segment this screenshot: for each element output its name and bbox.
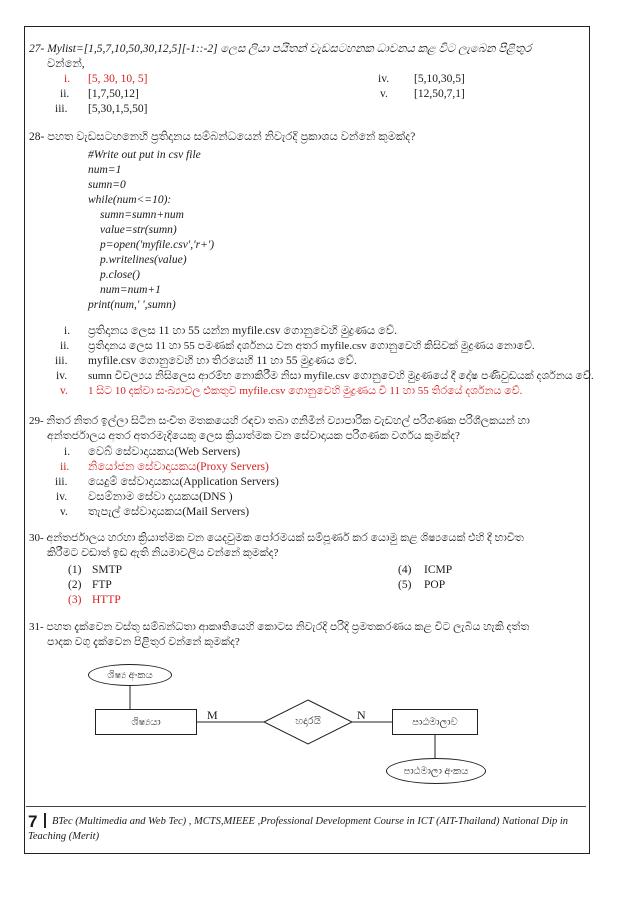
q29-option-num: i. [64, 446, 71, 458]
q28-option-num: v. [60, 385, 68, 397]
q29-option-text: වසම්නාම සේවා දායකය(DNS ) [88, 491, 233, 503]
code-line: num=1 [88, 164, 122, 176]
entity-student: ශිෂ්‍යයා [95, 709, 197, 735]
code-line: sumn=sumn+num [100, 209, 184, 221]
code-line: p=open('myfile.csv','r+') [100, 239, 215, 251]
q30-option-num: (5) [398, 579, 412, 591]
q27-option-text: [5,10,30,5] [414, 73, 465, 85]
q28-option-text: sumn විචල්‍යය නිසිලෙස ආරම්භ නොකිරීම නිසා myfile.csv ගොනුවෙහි මුද්‍රණයේ දී දෝෂ පණිවුඩයක් දර්ශනය වේ. [88, 370, 594, 382]
q29-option-num: iv. [56, 491, 68, 503]
code-line: print(num,' ',sumn) [88, 299, 176, 311]
q27-option-text: [5, 30, 10, 5] [88, 73, 148, 85]
q30-option-text: SMTP [92, 564, 123, 576]
q29-option-text: යෙදුම් සේවාදායකය(Application Servers) [88, 476, 279, 488]
code-line: p.close() [100, 269, 140, 281]
q27-option-num: v. [380, 88, 388, 100]
code-line: p.writelines(value) [100, 254, 187, 266]
q30-option-text: POP [424, 579, 446, 591]
attribute-course-id: පාඨමාලා අංකය [386, 758, 486, 784]
entity-course: පාඨමාලාව [392, 709, 478, 735]
q29-option-text: තැපැල් සේවාදායකය(Mail Servers) [88, 506, 250, 518]
q29-option-text: නියෝජන සේවාදායකය(Proxy Servers) [88, 461, 269, 473]
q27-option-num: i. [64, 73, 71, 85]
q31-stem-line1: 31- පහත දැක්වෙන වස්තු සම්බන්ධතා ආකෘතියෙහි කොටස නිවැරදි පරිදි ප්‍රමතකරණය කළ විට ලැබිය හැකි දත්ත [29, 621, 530, 633]
q28-option-text: ප්‍රතිදානය ලෙස 11 හා 55 පමණක් දර්ශනය වන අතර myfile.csv ගොනුවෙහි කිසිවක් මුද්‍රණය නොවේ. [88, 340, 535, 352]
q27-option-text: [5,30,1,5,50] [88, 103, 148, 115]
q27-option-text: [12,50,7,1] [414, 88, 465, 100]
q27-option-num: iv. [378, 73, 390, 85]
q30-option-text: FTP [92, 579, 112, 591]
q28-option-num: ii. [60, 340, 70, 352]
code-line: while(num<=10): [88, 194, 172, 206]
q28-option-text: ප්‍රතිදානය ලෙස 11 හා 55 යන්න myfile.csv ගොනුවෙහි මුද්‍රණය වේ. [88, 325, 398, 337]
q28-option-num: i. [64, 325, 71, 337]
q28-option-text: 1 සිට 10 දක්වා සංඛ්‍යාවල එකතුව myfile.csv ගොනුවෙහි මුද්‍රණය වී 11 හා 55 තිරයේ දර්ශනය වේ. [88, 385, 523, 397]
code-line: value=str(sumn) [100, 224, 177, 236]
attribute-student-id: ශිෂ්‍ය අංකය [88, 664, 172, 686]
q27-option-num: ii. [60, 88, 70, 100]
footer-line1: BTec (Multimedia and Web Tec) , MCTS,MIEEE ,Professional Development Course in ICT (AIT-Thailand) National Dip in [52, 816, 569, 827]
q28-stem: 28- පහත වැඩසටහනෙහි ප්‍රතිදානය සම්බන්ධයෙන් නිවැරදි ප්‍රකාශය වන්නේ කුමක්ද? [29, 131, 416, 143]
q31-stem-line2: පාදක වගු දැක්වෙන පිළිතුර වන්නේ කුමක්ද? [47, 636, 240, 648]
q30-option-num: (2) [68, 579, 82, 591]
q30-option-num: (1) [68, 564, 82, 576]
q27-option-text: [1,7,50,12] [88, 88, 139, 100]
q30-option-text: ICMP [424, 564, 453, 576]
q29-option-num: ii. [60, 461, 70, 473]
q29-stem-line2: අන්තර්ජාලය අතර අතරමැදියෙකු ලෙස ක්‍රියාත්මක වන සේවාදායක පරිගණක වර්ගය කුමක්ද? [47, 430, 460, 442]
q29-option-num: iii. [55, 476, 68, 488]
q27-stem-line2: වන්නේ, [47, 58, 85, 70]
q30-option-num: (4) [398, 564, 412, 576]
page-number-bar [44, 813, 46, 828]
q30-option-num: (3) [68, 594, 82, 606]
page-number: 7 [28, 812, 38, 831]
footer-rule [26, 806, 586, 807]
code-line: #Write out put in csv file [88, 149, 201, 161]
code-line: num=num+1 [100, 284, 161, 296]
footer-line2: Teaching (Merit) [28, 831, 100, 842]
q29-stem-line1: 29- නිතර නිතර ඉල්ලා සිටින සංචිත මතකයෙහි රඳවා තබා ගනිමින් ව්‍යාපාරික වැඩහල් පරිගණක පරිශීලකයන් හා [29, 415, 530, 427]
q29-option-num: v. [60, 506, 68, 518]
relationship-label: හදාරයි [295, 716, 321, 727]
cardinality-left: M [207, 708, 218, 722]
q28-option-num: iv. [56, 370, 68, 382]
cardinality-right: N [357, 708, 366, 722]
q30-stem-line2: කිරීමට වඩාත් ඉඩ ඇති නියමාවලිය වන්නේ කුමක්ද? [47, 547, 279, 559]
code-line: sumn=0 [88, 179, 126, 191]
q30-stem-line1: 30- අන්තර්ජාලය හරහා ක්‍රියාත්මක වන යෙදවුමක පෝරමයක් සම්පූර්ණ කර යොමු කළ ශිෂ්‍යයෙක් එහි දී භාවිත [29, 532, 524, 544]
q30-option-text: HTTP [92, 594, 121, 606]
q28-option-num: iii. [55, 355, 68, 367]
q28-option-text: myfile.csv ගොනුවෙහි හා තිරයෙහි 11 හා 55 මුද්‍රණය වේ. [88, 355, 357, 367]
q27-stem-line1: 27- Mylist=[1,5,7,10,50,30,12,5][-1::-2] ලෙස ලියා පයිතන් වැඩසටහනක ධාවනය කළ විට ලැබෙන පිළිතුර [29, 43, 532, 55]
q29-option-text: වෙබ් සේවාදායකය(Web Servers) [88, 446, 241, 458]
q27-option-num: iii. [55, 103, 68, 115]
